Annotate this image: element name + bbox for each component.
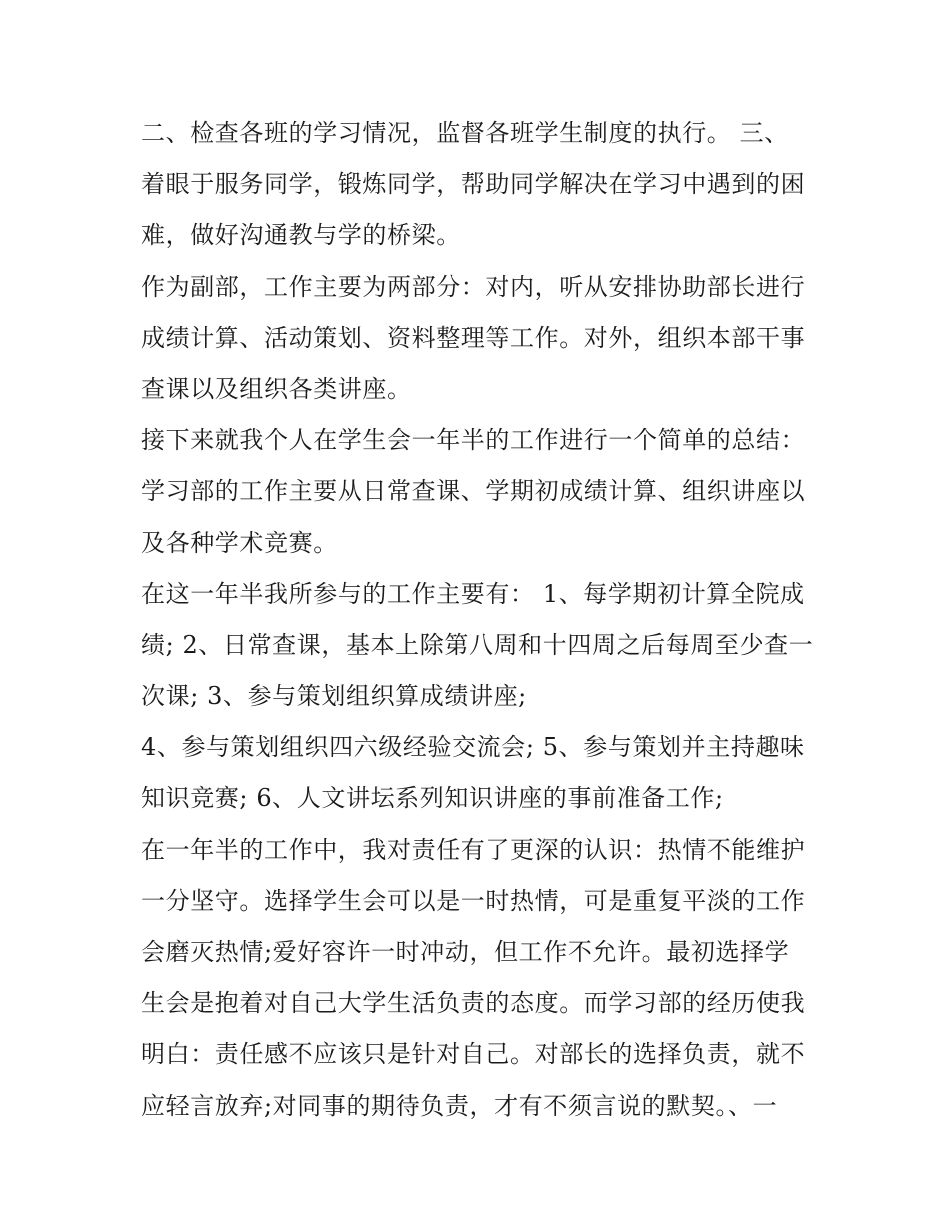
text-line: 应轻言放弃;对同事的期待负责，才有不须言说的默契。、一: [141, 1091, 778, 1120]
text-line: 成绩计算、活动策划、资料整理等工作。对外，组织本部干事: [141, 323, 806, 352]
text-line: 生会是抱着对自己大学生活负责的态度。而学习部的经历使我: [141, 989, 806, 1018]
text-line: 知识竞赛; 6、人文讲坛系列知识讲座的事前准备工作;: [141, 784, 724, 813]
text-line: 接下来就我个人在学生会一年半的工作进行一个简单的总结：: [141, 426, 806, 455]
text-line: 着眼于服务同学，锻炼同学，帮助同学解决在学习中遇到的困: [141, 170, 806, 199]
text-line: 4、参与策划组织四六级经验交流会; 5、参与策划并主持趣味: [141, 733, 805, 762]
document-body-text: [141, 108, 816, 1132]
text-line: 在一年半的工作中，我对责任有了更深的认识：热情不能维护: [141, 835, 806, 864]
text-line: 难，做好沟通教与学的桥梁。: [141, 221, 461, 250]
text-line: 在这一年半我所参与的工作主要有： 1、每学期初计算全院成: [141, 579, 805, 608]
text-line: 次课; 3、参与策划组织算成绩讲座;: [141, 682, 527, 711]
text-line: 一分坚守。选择学生会可以是一时热情，可是重复平淡的工作: [141, 886, 806, 915]
text-line: 学习部的工作主要从日常查课、学期初成绩计算、组织讲座以: [141, 477, 806, 506]
text-line: 绩; 2、日常查课，基本上除第八周和十四周之后每周至少查一: [141, 630, 814, 659]
text-line: 明白：责任感不应该只是针对自己。对部长的选择负责，就不: [141, 1040, 806, 1069]
text-line: 作为副部，工作主要为两部分：对内，听从安排协助部长进行: [141, 272, 806, 301]
text-line: 会磨灭热情;爱好容许一时冲动，但工作不允许。最初选择学: [141, 938, 790, 966]
text-line: 及各种学术竞赛。: [141, 528, 338, 557]
text-line: 二、检查各班的学习情况，监督各班学生制度的执行。 三、: [141, 119, 789, 147]
text-line: 查课以及组织各类讲座。: [141, 374, 412, 403]
